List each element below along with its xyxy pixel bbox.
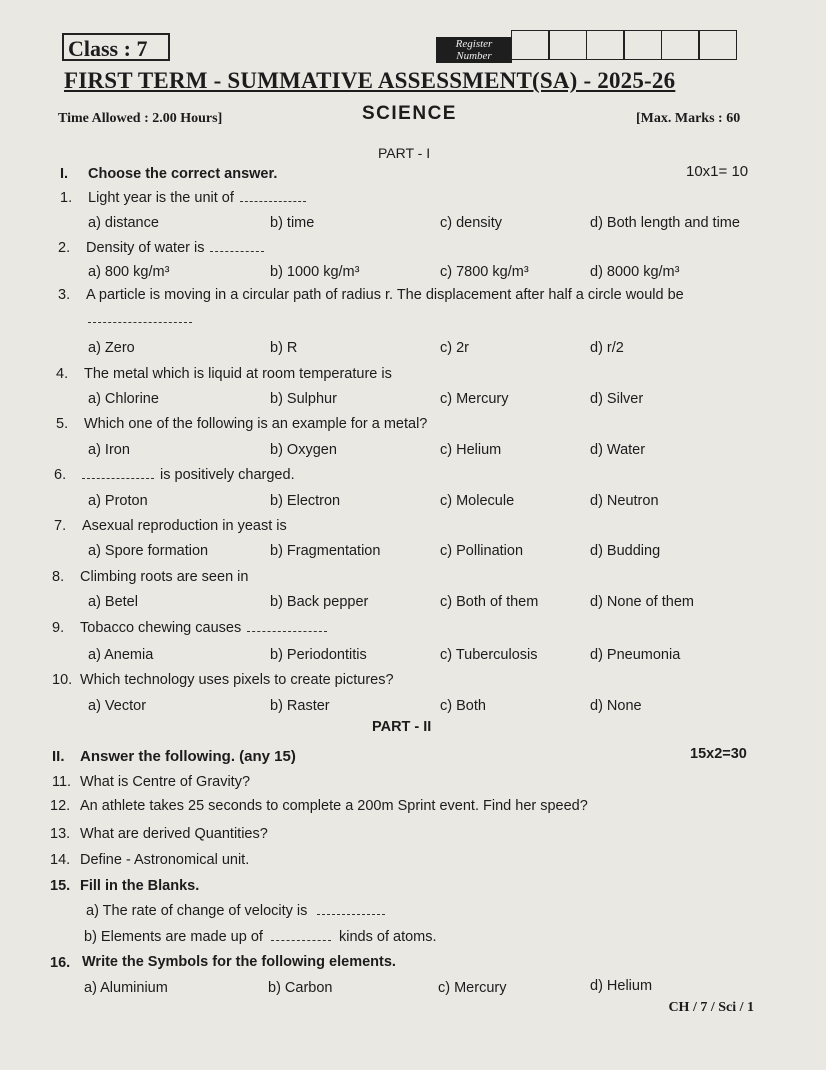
question-stem: Climbing roots are seen in (80, 569, 249, 585)
register-cell (586, 30, 625, 60)
register-number-grid (512, 30, 737, 60)
register-label-line2: Number (456, 50, 492, 62)
question-stem: Which one of the following is an example for a metal? (84, 416, 428, 432)
option-b: b) Back pepper (270, 594, 369, 610)
option-a: a) Anemia (88, 647, 154, 663)
part-two-title: PART - II (372, 719, 432, 735)
option-a: a) Betel (88, 594, 138, 610)
fill-blank-a (86, 903, 385, 919)
option-a: a) Aluminium (84, 980, 168, 996)
option-b: b) time (270, 215, 315, 231)
option-d: d) None of them (590, 594, 694, 610)
register-cell (661, 30, 700, 60)
option-d: d) Both length and time (590, 215, 740, 231)
section-one-number: I. (60, 166, 69, 182)
option-d: d) Pneumonia (590, 647, 681, 663)
question-text (82, 518, 287, 534)
option-d: d) Budding (590, 543, 661, 559)
question-stem: Density of water is (86, 240, 205, 256)
class-label: Class : 7 (62, 33, 170, 61)
question-text: Define - Astronomical unit. (80, 852, 250, 868)
answer-blank (210, 251, 264, 252)
part-one-title: PART - I (378, 145, 431, 161)
option-a: a) Spore formation (88, 543, 209, 559)
question-number: 6. (54, 467, 67, 483)
option-a: a) distance (88, 215, 159, 231)
question-number: 2. (58, 240, 71, 256)
option-d: d) Water (590, 442, 646, 458)
section-two-instruction: Answer the following. (any 15) (80, 748, 296, 765)
question-number: 10. (52, 672, 73, 688)
option-d: d) Silver (590, 391, 644, 407)
option-b: b) Oxygen (270, 442, 337, 458)
register-cell (698, 30, 737, 60)
question-text (86, 287, 684, 303)
option-c: c) Both of them (440, 594, 539, 610)
option-c: c) Both (440, 698, 486, 714)
fill-blank-b-suffix: kinds of atoms. (339, 929, 437, 945)
question-number: 5. (56, 416, 69, 432)
question-number: 9. (52, 620, 65, 636)
question-text (82, 467, 295, 483)
question-number: 8. (52, 569, 65, 585)
option-c: c) Tuberculosis (440, 647, 538, 663)
option-a: a) 800 kg/m³ (88, 264, 170, 280)
answer-blank (317, 914, 385, 915)
option-c: c) Pollination (440, 543, 524, 559)
option-b: b) Raster (270, 698, 330, 714)
answer-blank (88, 322, 192, 323)
option-c: c) density (440, 215, 503, 231)
question-text (84, 416, 427, 432)
register-number-label (436, 37, 512, 63)
question-number: 13. (50, 826, 71, 842)
option-b: b) 1000 kg/m³ (270, 264, 360, 280)
subject-title: SCIENCE (362, 103, 457, 124)
question-stem: Asexual reproduction in yeast is (82, 518, 287, 534)
question-text: What is Centre of Gravity? (80, 774, 251, 790)
time-allowed: Time Allowed : 2.00 Hours] (58, 111, 223, 126)
section-two-marks: 15x2=30 (690, 746, 747, 762)
question-text (88, 190, 306, 206)
option-a: a) Iron (88, 442, 130, 458)
option-a: a) Vector (88, 698, 147, 714)
question-stem: Light year is the unit of (88, 190, 234, 206)
option-c: c) Mercury (438, 980, 507, 996)
question-stem: A particle is moving in a circular path of radius r. The displacement after half a circle would be (86, 287, 684, 303)
option-b: b) Sulphur (270, 391, 337, 407)
question-text: Write the Symbols for the following elements. (82, 954, 396, 970)
option-c: c) Molecule (440, 493, 515, 509)
question-number: 4. (56, 366, 69, 382)
register-cell (548, 30, 587, 60)
question-text: What are derived Quantities? (80, 826, 268, 842)
question-text: An athlete takes 25 seconds to complete a 200m Sprint event. Find her speed? (80, 798, 588, 814)
page-code: CH / 7 / Sci / 1 (668, 1000, 754, 1015)
question-text (80, 620, 327, 636)
option-d: d) Helium (590, 978, 653, 994)
option-b: b) Carbon (268, 980, 333, 996)
question-stem: Tobacco chewing causes (80, 620, 242, 636)
max-marks: [Max. Marks : 60 (636, 111, 741, 126)
fill-blank-b-text: b) Elements are made up of (84, 929, 263, 945)
option-b: b) Electron (270, 493, 341, 509)
option-b: b) R (270, 340, 298, 356)
question-number: 3. (58, 287, 71, 303)
option-d: d) 8000 kg/m³ (590, 264, 680, 280)
option-a: a) Zero (88, 340, 135, 356)
option-c: c) Mercury (440, 391, 509, 407)
question-text (86, 240, 264, 256)
section-one-marks: 10x1= 10 (686, 163, 749, 180)
fill-blank-a-text: a) The rate of change of velocity is (86, 903, 308, 919)
register-cell (623, 30, 662, 60)
option-d: d) r/2 (590, 340, 624, 356)
question-number: 7. (54, 518, 67, 534)
question-text (80, 672, 394, 688)
answer-blank (82, 478, 154, 479)
answer-blank (247, 631, 327, 632)
option-a: a) Proton (88, 493, 148, 509)
option-b: b) Periodontitis (270, 647, 367, 663)
question-number: 1. (60, 190, 73, 206)
answer-blank (271, 940, 331, 941)
option-c: c) 2r (440, 340, 469, 356)
option-c: c) Helium (440, 442, 502, 458)
question-text (80, 569, 248, 585)
option-c: c) 7800 kg/m³ (440, 264, 529, 280)
question-number: 14. (50, 852, 71, 868)
option-d: d) Neutron (590, 493, 659, 509)
question-stem-suffix: is positively charged. (160, 467, 295, 483)
answer-blank (240, 201, 306, 202)
register-cell (511, 30, 550, 60)
question-stem: Which technology uses pixels to create pictures? (80, 672, 394, 688)
question-number: 15. (50, 878, 71, 894)
question-stem: The metal which is liquid at room temperature is (84, 366, 392, 382)
question-text (84, 366, 392, 382)
question-number: 16. (50, 955, 71, 971)
option-b: b) Fragmentation (270, 543, 381, 559)
question-number: 12. (50, 798, 71, 814)
question-number: 11. (52, 774, 72, 790)
question-text: Fill in the Blanks. (80, 878, 200, 894)
register-label-line1: Register (455, 38, 493, 50)
section-two-number: II. (52, 748, 65, 765)
option-a: a) Chlorine (88, 391, 159, 407)
option-d: d) None (590, 698, 642, 714)
fill-blank-b (84, 929, 437, 945)
section-one-instruction: Choose the correct answer. (88, 166, 278, 182)
exam-title: FIRST TERM - SUMMATIVE ASSESSMENT(SA) - 2025-26 (64, 68, 676, 93)
